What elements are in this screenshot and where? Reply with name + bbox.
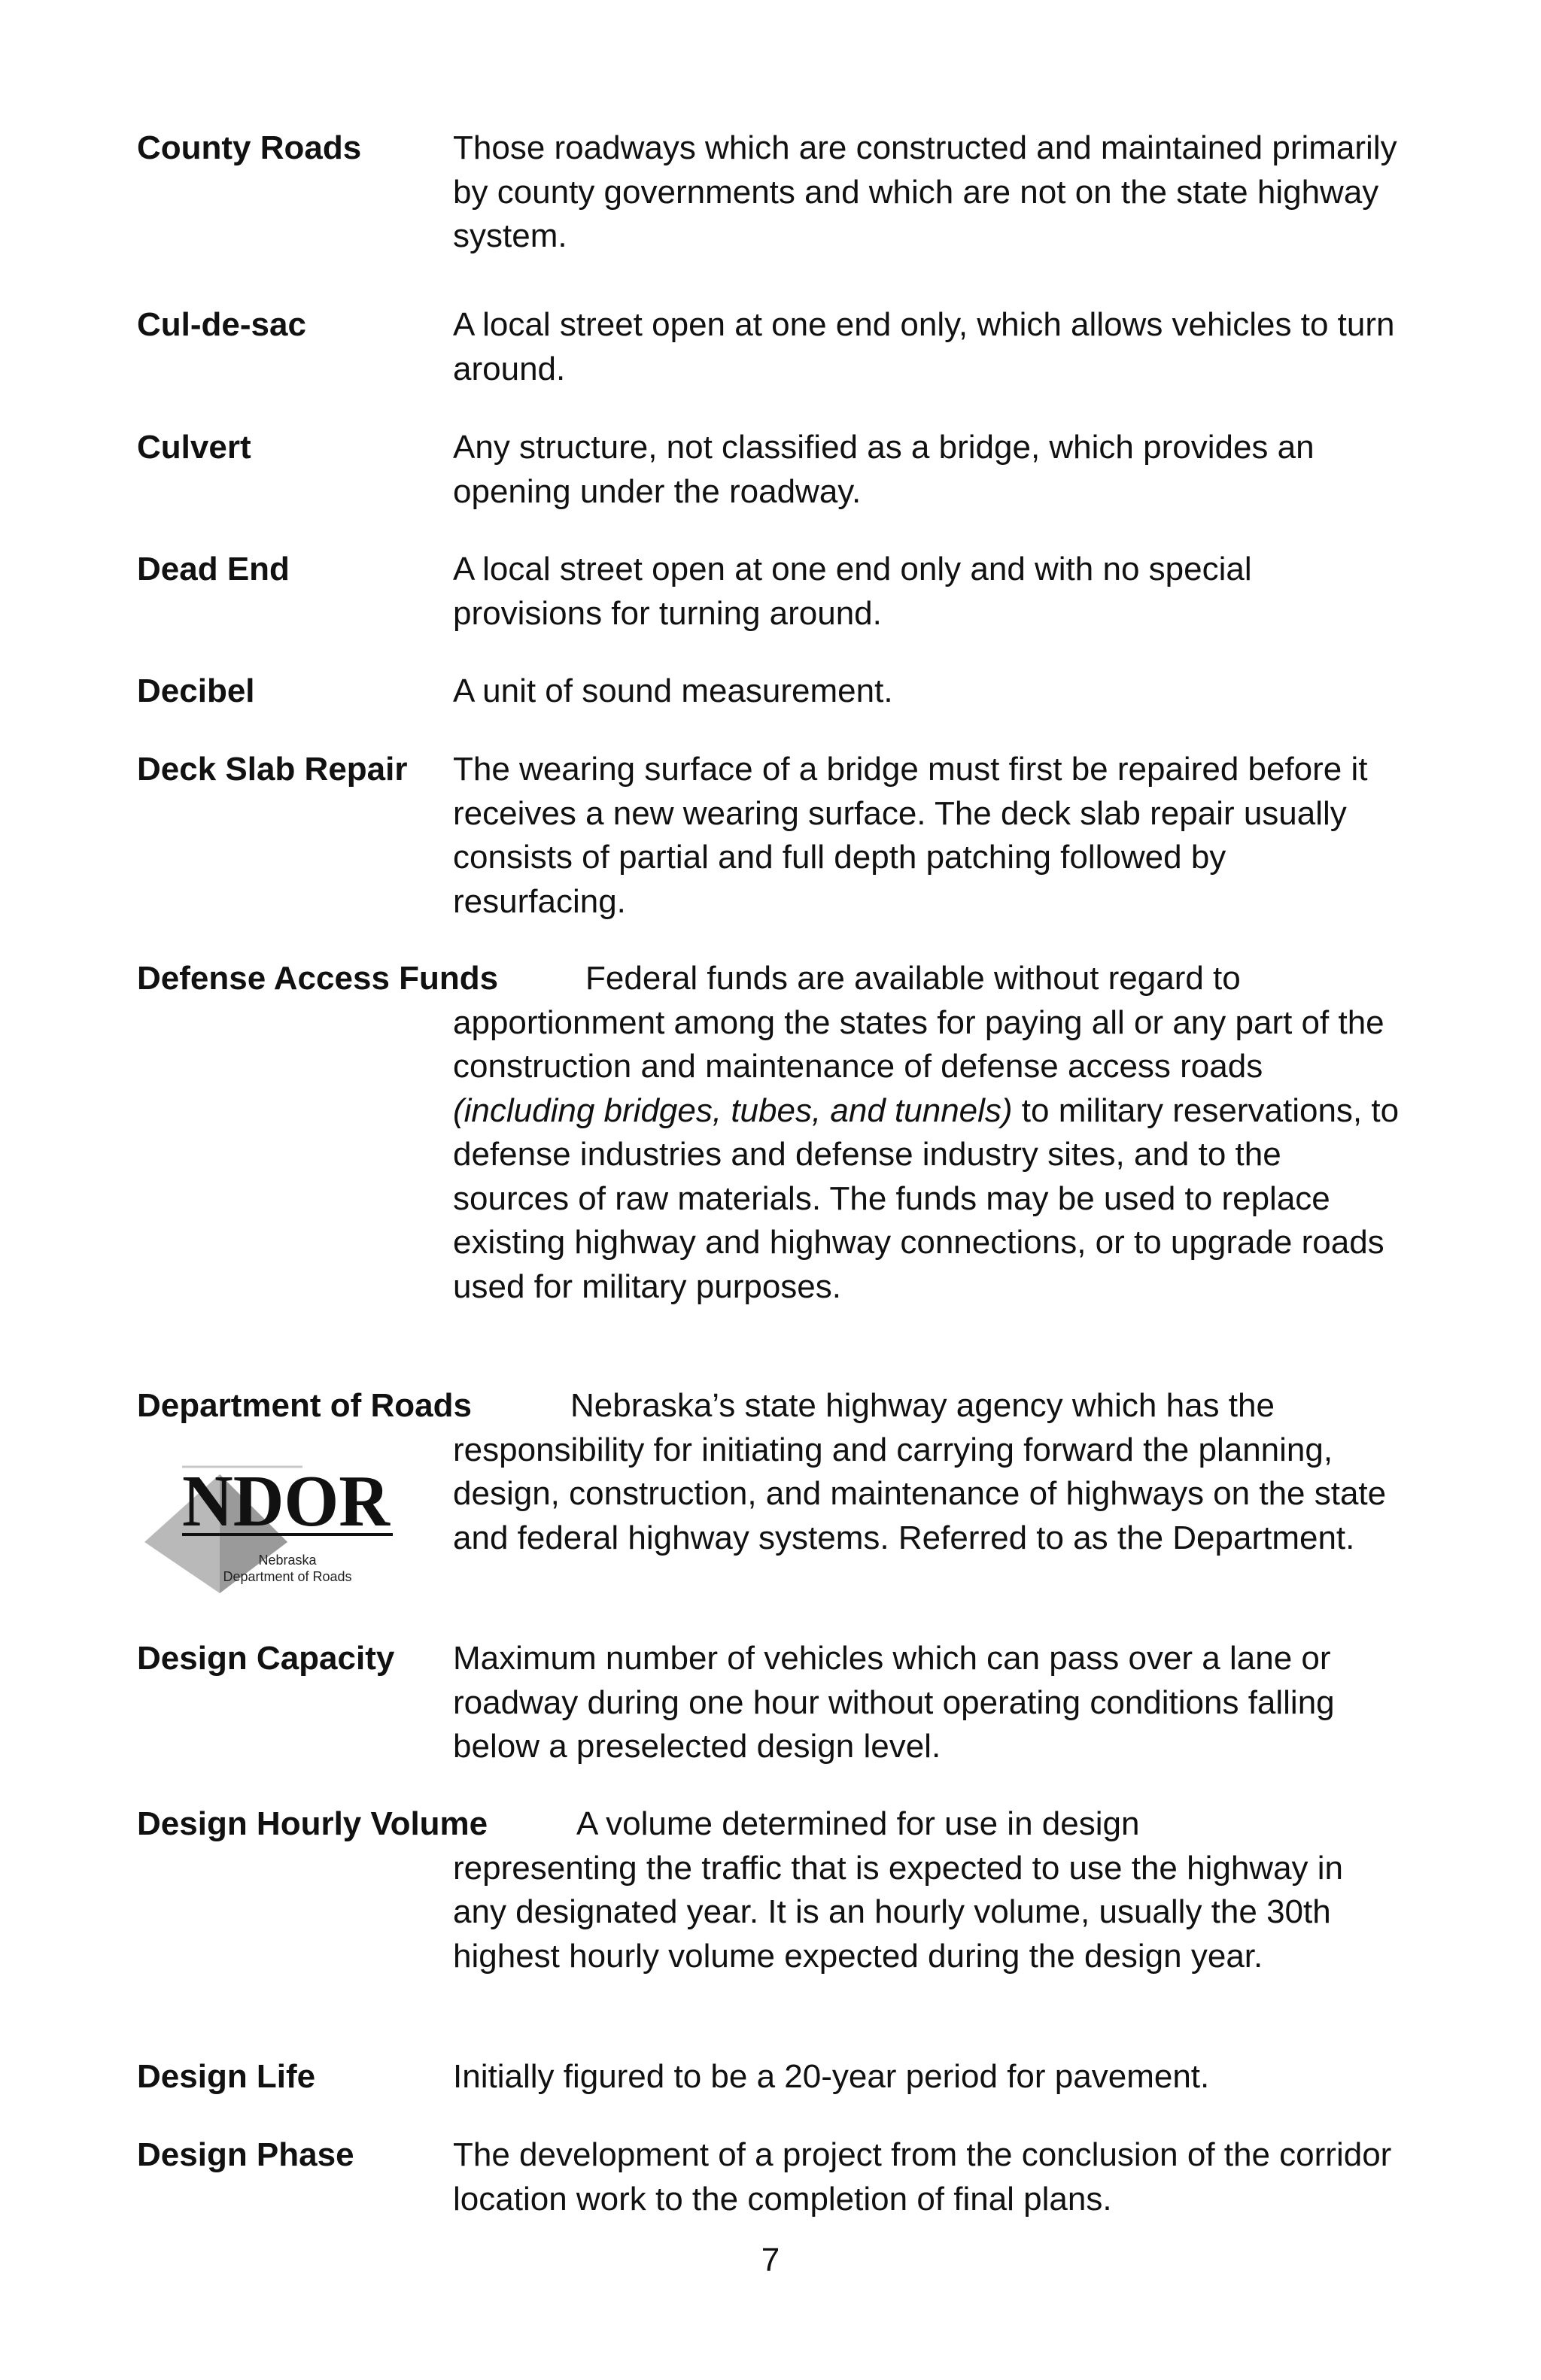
definition-design-phase: The development of a project from the conclusion of the corridor location work to the completion of final plans. bbox=[453, 2136, 1392, 2218]
definition-defense-access-funds-italic: (including bridges, tubes, and tunnels) bbox=[453, 1091, 1013, 1129]
term-decibel: Decibel bbox=[137, 672, 255, 709]
term-design-phase: Design Phase bbox=[137, 2136, 354, 2173]
definition-county-roads: Those roadways which are constructed and maintained primarily by county governments and which are not on the state highway system. bbox=[453, 129, 1397, 254]
entry-dead-end bbox=[137, 548, 1401, 636]
entry-design-hourly-volume bbox=[137, 1802, 1401, 1978]
entry-defense-access-funds bbox=[137, 957, 1401, 1309]
definition-design-capacity: Maximum number of vehicles which can pass over a lane or roadway during one hour without operating conditions falling below a preselected design level. bbox=[453, 1640, 1335, 1765]
entry-design-capacity bbox=[137, 1637, 1401, 1769]
definition-design-hourly-volume-start: A volume determined for use in design bbox=[576, 1805, 1140, 1842]
definition-defense-access-funds-start: Federal funds are available without regard to bbox=[585, 960, 1241, 997]
entry-decibel bbox=[137, 669, 1401, 714]
definition-decibel: A unit of sound measurement. bbox=[453, 672, 893, 709]
definition-defense-access-funds-post: to military reservations, to defense industries and defense industry sites, and to the sources of raw materials. The funds may be used to replace existing highway and highway connections, or to upgrade roads used for military purposes. bbox=[453, 1091, 1400, 1305]
term-department-of-roads: Department of Roads bbox=[137, 1387, 472, 1424]
entry-county-roads bbox=[137, 126, 1401, 259]
definition-design-hourly-volume-rest: representing the traffic that is expected to use the highway in any designated year. It is an hourly volume, usually the 30th highest hourly volume expected during the design year. bbox=[453, 1849, 1344, 1975]
term-design-hourly-volume: Design Hourly Volume bbox=[137, 1805, 488, 1842]
definition-defense-access-funds bbox=[453, 957, 1401, 1309]
definition-deck-slab-repair: The wearing surface of a bridge must first be repaired before it receives a new wearing surface. The deck slab repair usually consists of partial and full depth patching followed by resurfacing. bbox=[453, 751, 1368, 920]
entry-design-phase bbox=[137, 2133, 1401, 2221]
logo-line2: Department of Roads bbox=[223, 1569, 352, 1584]
definition-design-hourly-volume bbox=[453, 1802, 1401, 1978]
term-dead-end: Dead End bbox=[137, 551, 290, 587]
term-design-life: Design Life bbox=[137, 2058, 316, 2095]
definition-dead-end: A local street open at one end only and with no special provisions for turning around. bbox=[453, 551, 1252, 632]
definition-department-of-roads-start: Nebraska’s state highway agency which has the bbox=[570, 1387, 1275, 1424]
term-county-roads: County Roads bbox=[137, 129, 362, 166]
definition-department-of-roads-rest: responsibility for initiating and carrying forward the planning, design, construction, and maintenance of highways on the state and federal highway systems. Referred to as the Department. bbox=[453, 1431, 1387, 1556]
term-defense-access-funds: Defense Access Funds bbox=[137, 960, 499, 997]
definition-design-life: Initially figured to be a 20-year period for pavement. bbox=[453, 2058, 1210, 2095]
page-number: 7 bbox=[761, 2242, 780, 2278]
definition-cul-de-sac: A local street open at one end only, which allows vehicles to turn around. bbox=[453, 306, 1395, 387]
entry-culvert bbox=[137, 426, 1401, 514]
entry-design-life bbox=[137, 2055, 1401, 2099]
term-deck-slab-repair: Deck Slab Repair bbox=[137, 751, 408, 788]
ndor-logo bbox=[137, 1459, 408, 1595]
logo-line1: Nebraska bbox=[258, 1553, 317, 1568]
term-design-capacity: Design Capacity bbox=[137, 1640, 395, 1677]
definition-culvert: Any structure, not classified as a bridge, which provides an opening under the roadway. bbox=[453, 429, 1315, 510]
term-culvert: Culvert bbox=[137, 429, 251, 466]
logo-wordmark: NDOR bbox=[182, 1461, 391, 1542]
entry-deck-slab-repair bbox=[137, 748, 1401, 924]
definition-defense-access-funds-pre: apportionment among the states for paying all or any part of the construction and maintenance of defense access roads bbox=[453, 1003, 1384, 1085]
entry-cul-de-sac bbox=[137, 303, 1401, 391]
definition-department-of-roads bbox=[453, 1384, 1401, 1560]
term-cul-de-sac: Cul-de-sac bbox=[137, 306, 306, 343]
